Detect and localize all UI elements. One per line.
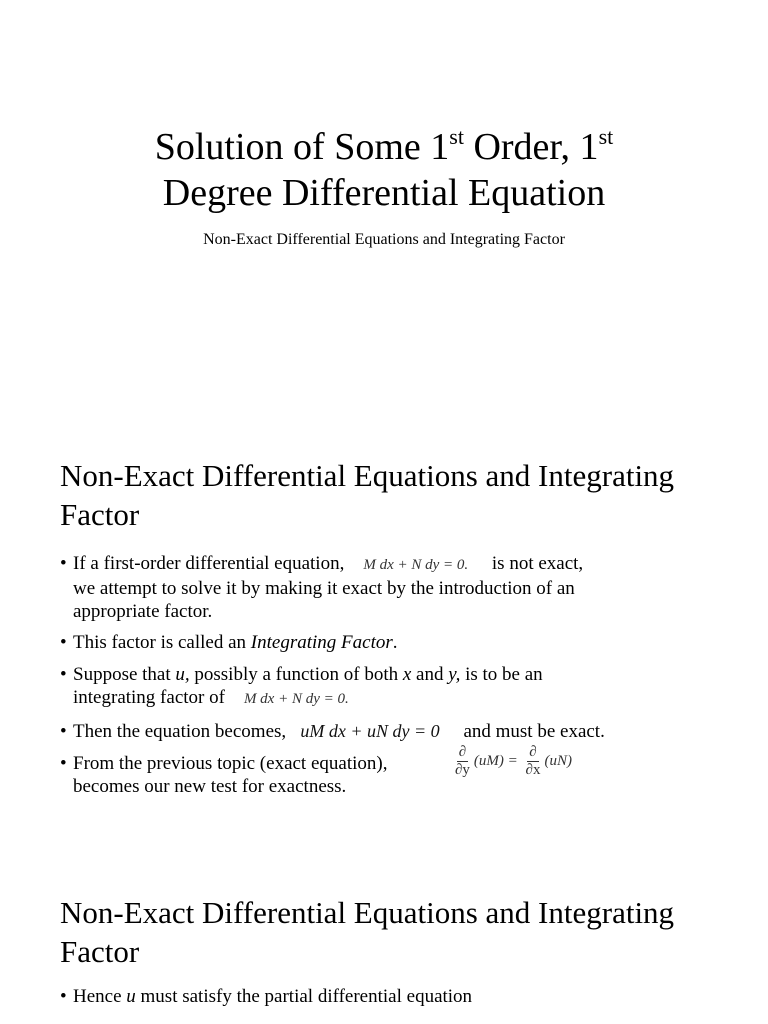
- fraction-numerator: ∂: [458, 744, 467, 760]
- bullet-dot: •: [60, 632, 67, 653]
- bullet-text: we attempt to solve it by making it exact by the introduction of an: [73, 578, 575, 599]
- bullet-text: is not exact,: [491, 553, 584, 574]
- bullet-dot: •: [60, 721, 67, 742]
- title-line-2: Degree Differential Equation: [162, 172, 606, 214]
- bullet-text: is to be an: [460, 664, 543, 685]
- bullet-emphasis: y,: [448, 664, 461, 685]
- bullet-text: Then the equation becomes,: [73, 721, 287, 742]
- bullet-text: and must be exact.: [463, 721, 605, 742]
- bullet-text: If a first-order differential equation,: [73, 553, 345, 574]
- title-text-b: Order, 1: [463, 126, 599, 168]
- bullet-item: [60, 744, 760, 798]
- bullet-item: [60, 552, 760, 623]
- bullet-emphasis: Integrating Factor: [250, 632, 393, 653]
- bullet-emphasis: u,: [175, 664, 190, 685]
- bullet-item: [60, 663, 760, 711]
- slide2-bullet-list: [60, 552, 760, 798]
- equation-inline: M dx + N dy = 0.: [243, 691, 349, 707]
- slide-subtitle: Non-Exact Differential Equations and Integrating Factor: [203, 231, 565, 248]
- partial-fraction: [453, 744, 472, 779]
- bullet-emphasis: x: [402, 664, 412, 685]
- equation-inline: uM dx + uN dy = 0: [300, 721, 440, 741]
- fraction-numerator: ∂: [529, 744, 537, 760]
- bullet-text: becomes our new test for exactness.: [73, 776, 347, 797]
- bullet-text: and: [411, 664, 449, 685]
- slide2-heading: Non-Exact Differential Equations and Integrating Factor: [60, 458, 675, 532]
- equation-term: (uM) =: [473, 753, 518, 769]
- bullet-text: Suppose that: [73, 664, 176, 685]
- bullet-text: appropriate factor.: [73, 601, 213, 622]
- equation-inline: M dx + N dy = 0.: [363, 557, 469, 573]
- slide3-heading: Non-Exact Differential Equations and Integrating Factor: [60, 895, 675, 969]
- bullet-emphasis: u: [126, 986, 136, 1007]
- slide-title: [0, 124, 768, 216]
- bullet-text: must satisfy the partial differential equation: [135, 986, 473, 1007]
- bullet-text: This factor is called an: [73, 632, 251, 653]
- bullet-text: integrating factor of: [73, 687, 225, 708]
- title-text-a: Solution of Some 1: [154, 126, 450, 168]
- title-line-1: [0, 124, 768, 170]
- bullet-text: .: [392, 632, 398, 653]
- partial-fraction: [524, 744, 543, 779]
- bullet-dot: •: [60, 986, 67, 1007]
- bullet-text: possibly a function of both: [189, 664, 403, 685]
- bullet-text: Hence: [73, 986, 127, 1007]
- slide3-bullet-list: [60, 985, 760, 1008]
- bullet-dot: •: [60, 553, 67, 574]
- equation-term: (uN): [544, 753, 572, 769]
- bullet-item: [60, 720, 760, 743]
- bullet-dot: •: [60, 753, 67, 774]
- bullet-item: [60, 631, 760, 654]
- fraction-denominator: ∂y: [455, 762, 470, 778]
- fraction-denominator: ∂x: [525, 762, 541, 778]
- title-sup-b: st: [598, 124, 614, 149]
- bullet-text: From the previous topic (exact equation),: [73, 753, 388, 774]
- exactness-equation: [451, 744, 572, 779]
- bullet-dot: •: [60, 664, 67, 685]
- title-sup-a: st: [449, 124, 464, 149]
- bullet-item: [60, 985, 760, 1008]
